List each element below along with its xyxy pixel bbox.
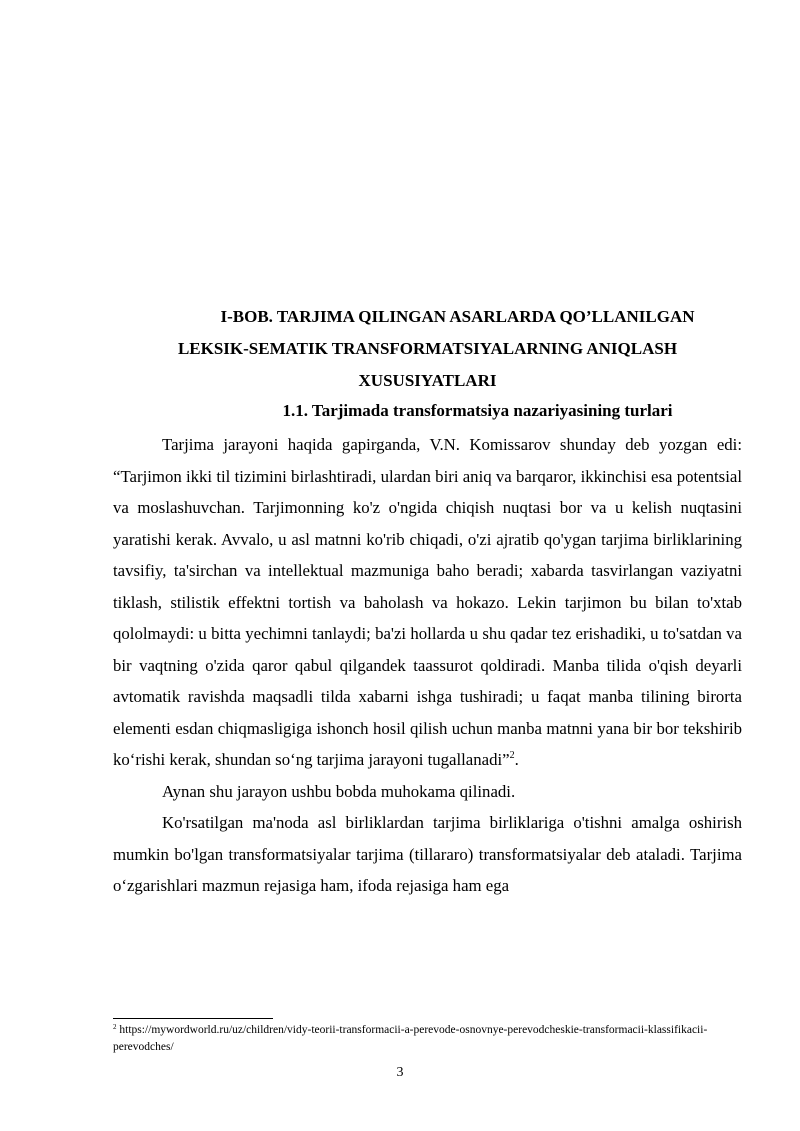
- chapter-title-line-2: LEKSIK-SEMATIK TRANSFORMATSIYALARNING ANIQLASH: [177, 339, 678, 358]
- body-text: [113, 429, 742, 902]
- footnote: [113, 1022, 742, 1056]
- paragraph-1-text: Tarjima jarayoni haqida gapirganda, V.N. Komissarov shunday deb yozgan edi: “Tarjimon ikki til tizimini birlashtiradi, ulardan biri aniq va barqaror, ikkinchisi esa potentsial va moslashuvchan. Tarjimonning ko'z o'ngida chiqish nuqtasi bor va u kelish nuqtasini yaratishi kerak. Avvalo, u asl matnni ko'rib chiqadi, o'zi ajratib qo'ygan tarjima birliklarining tavsifiy, ta'sirchan va intellektual mazmuniga baho beradi; xabarda tasvirlangan vaziyatni tiklash, stilistik effektni tortish va baholash va hokazo. Lekin tarjimon bu bilan to'xtab qololmaydi: u bitta yechimni tanlaydi; ba'zi hollarda u shu qadar tez erishadiki, u to'satdan va bir vaqtning o'zida qaror qabul qilgandek taassurot qoldiradi. Manba tilida o'qish deyarli avtomatik ravishda maqsadli tilda xabarni ishga tushiradi; u faqat manba tilining birorta elementi esdan chiqmasligiga ishonch hosil qilish uchun manba matnni yana bir bor tekshirib ko‘rishi kerak, shundan so‘ng tarjima jarayoni tugallanadi”: [113, 435, 742, 769]
- paragraph-2: Aynan shu jarayon ushbu bobda muhokama qilinadi.: [162, 781, 516, 801]
- chapter-title: [113, 301, 742, 397]
- footnote-link[interactable]: https://mywordworld.ru/uz/children/vidy-teorii-transformacii-a-perevode-osnovnye-perevodcheskie-transformacii-klassifikacii-perevodches/: [113, 1024, 708, 1053]
- section-title: 1.1. Tarjimada transformatsiya nazariyasining turlari: [282, 401, 673, 420]
- footnote-marker: 2: [113, 1023, 117, 1031]
- paragraph-1-end: .: [514, 750, 519, 769]
- chapter-title-line-1: I-BOB. TARJIMA QILINGAN ASARLARDA QO’LLANILGAN: [220, 307, 695, 326]
- page-number: 3: [396, 1065, 404, 1080]
- footnote-divider: [113, 1018, 273, 1019]
- paragraph-3: Ko'rsatilgan ma'noda asl birliklardan tarjima birliklariga o'tishni amalga oshirish mumkin bo'lgan transformatsiyalar tarjima (tillararo) transformatsiyalar deb ataladi. Tarjima o‘zgarishlari mazmun rejasiga ham, ifoda rejasiga ham ega: [113, 813, 742, 895]
- footnote-reference[interactable]: 2: [509, 750, 515, 761]
- paragraph-1: [113, 429, 742, 776]
- chapter-title-line-3: XUSUSIYATLARI: [358, 371, 497, 390]
